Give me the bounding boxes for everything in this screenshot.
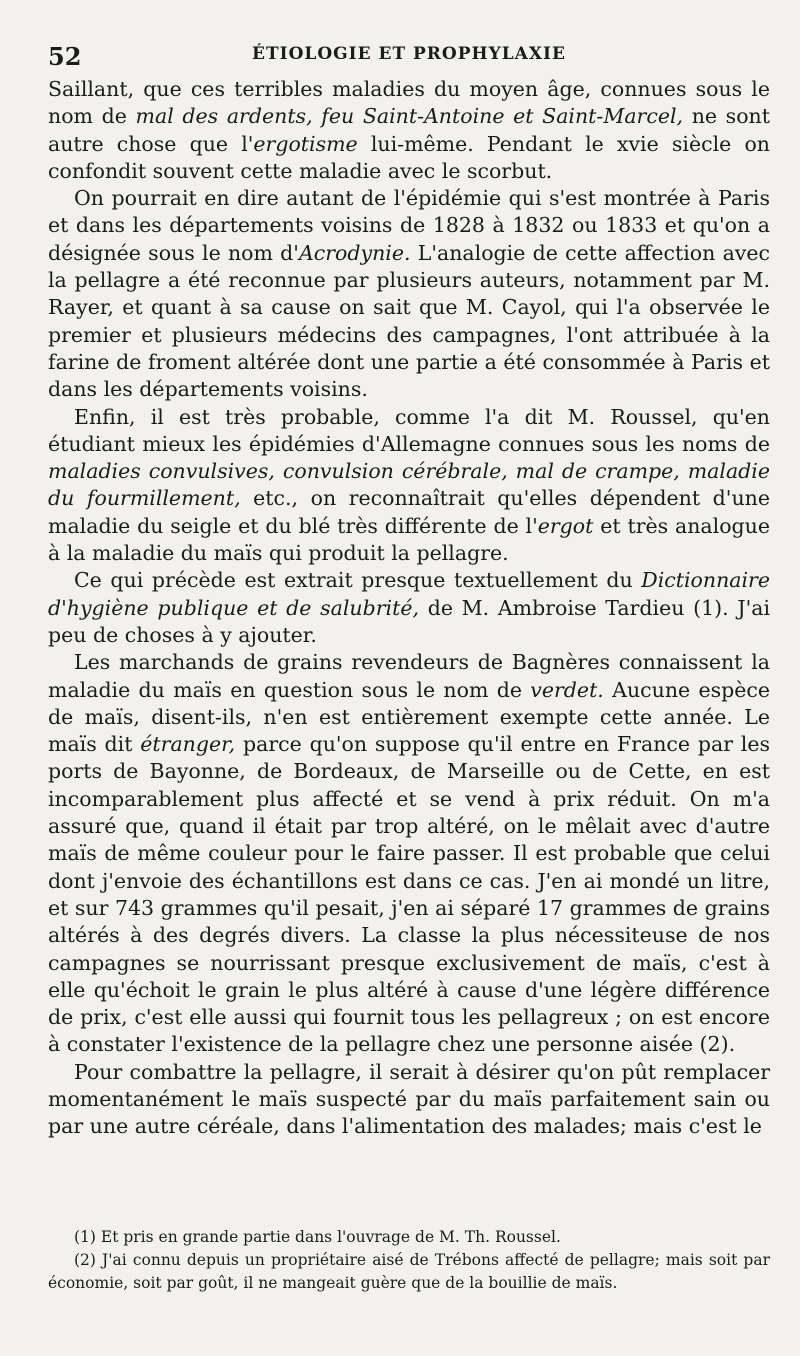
body-text [48,76,770,1141]
text-run: etc., on reconnaîtrait qu'elles dépendent d'une maladie du seigle et du blé très différente de l' [48,486,770,538]
paragraph [48,567,770,649]
italic-text: maladies convulsives, convulsion cérébrale, mal de crampe, maladie du fourmillement, [48,459,770,511]
italic-text: verdet. [530,677,604,702]
italic-text: Dictionnaire d'hygiène publique et de salubrité, [48,568,770,620]
paragraph [48,185,770,403]
footnote: (2) J'ai connu depuis un propriétaire aisé de Trébons affecté de pellagre; mais soit par économie, soit par goût, il ne mangeait guère que de la bouillie de maïs. [48,1251,770,1292]
paragraph [48,76,770,185]
footnotes [48,1226,770,1295]
text-run: Les marchands de grains revendeurs de Bagnères connaissent la maladie du maïs en question sous le nom de [48,650,770,702]
text-run: lui-même. Pendant le xvie siècle on confondit souvent cette maladie avec le scorbut. [48,131,770,183]
text-run: On pourrait en dire autant de l'épidémie qui s'est montrée à Paris et dans les départements voisins de 1828 à 1832 ou 1833 et qu'on a désignée sous le nom d' [48,186,770,265]
italic-text: ergot [537,513,594,538]
text-run: parce qu'on suppose qu'il entre en France par les ports de Bayonne, de Bordeaux, de Marseille ou de Cette, en est incomparablement plus affecté et se vend à prix réduit. On m'a assuré que, quand il était par trop altéré, on le mêlait avec d'autre maïs de même couleur pour le faire passer. Il est probable que celui dont j'envoie des échantillons est dans ce cas. J'en ai mondé un litre, et sur 743 grammes qu'il pesait, j'en ai séparé 17 grammes de grains altérés à des degrés divers. La classe la plus nécessiteuse de nos campagnes se nourrissant presque exclusivement de maïs, c'est à elle qu'échoit le grain le plus altéré à cause d'une légère différence de prix, c'est elle aussi qui fournit tous les pellagreux ; on est encore à constater l'existence de la pellagre chez une personne aisée (2). [48,732,771,1057]
text-run: L'analogie de cette affection avec la pellagre a été reconnue par plusieurs auteurs, notamment par M. Rayer, et quant à sa cause on sait que M. Cayol, qui l'a observée le premier et plusieurs médecins des campagnes, l'ont attribuée à la farine de froment altérée dont une partie a été consommée à Paris et dans les départements voisins. [48,240,770,402]
text-run: ne sont autre chose que l' [48,104,770,156]
paragraph [48,649,770,1058]
page-header [48,36,770,76]
italic-text: ergotisme [253,131,358,156]
text-run: Ce qui précède est extrait presque textuellement du [74,568,642,593]
italic-text: Acrodynie. [298,240,411,265]
text-run: et très analogue à la maladie du maïs qui produit la pellagre. [48,513,770,566]
italic-text: étranger, [140,732,236,757]
footnote: (1) Et pris en grande partie dans l'ouvrage de M. Th. Roussel. [74,1228,561,1246]
page-number: 52 [48,42,82,71]
text-run: de M. Ambroise Tardieu (1). J'ai peu de choses à y ajouter. [48,595,771,647]
text-run: Enfin, il est très probable, comme l'a dit M. Roussel, qu'en étudiant mieux les épidémies d'Allemagne connues sous les noms de [48,404,770,456]
italic-text: mal des ardents, feu Saint-Antoine et Saint-Marcel, [135,104,684,129]
text-run: Aucune espèce de maïs, disent-ils, n'en est entièrement exempte cette année. Le maïs dit [48,677,770,757]
text-run: Saillant, que ces terribles maladies du moyen âge, connues sous le nom de [48,77,770,129]
running-title: ÉTIOLOGIE ET PROPHYLAXIE [252,44,566,64]
paragraph [48,404,770,568]
paragraph [48,1059,770,1141]
text-run: Pour combattre la pellagre, il serait à désirer qu'on pût remplacer momentanément le maïs suspecté par du maïs parfaitement sain ou par une autre céréale, dans l'alimentation des malades; mais c'est le [48,1059,770,1139]
